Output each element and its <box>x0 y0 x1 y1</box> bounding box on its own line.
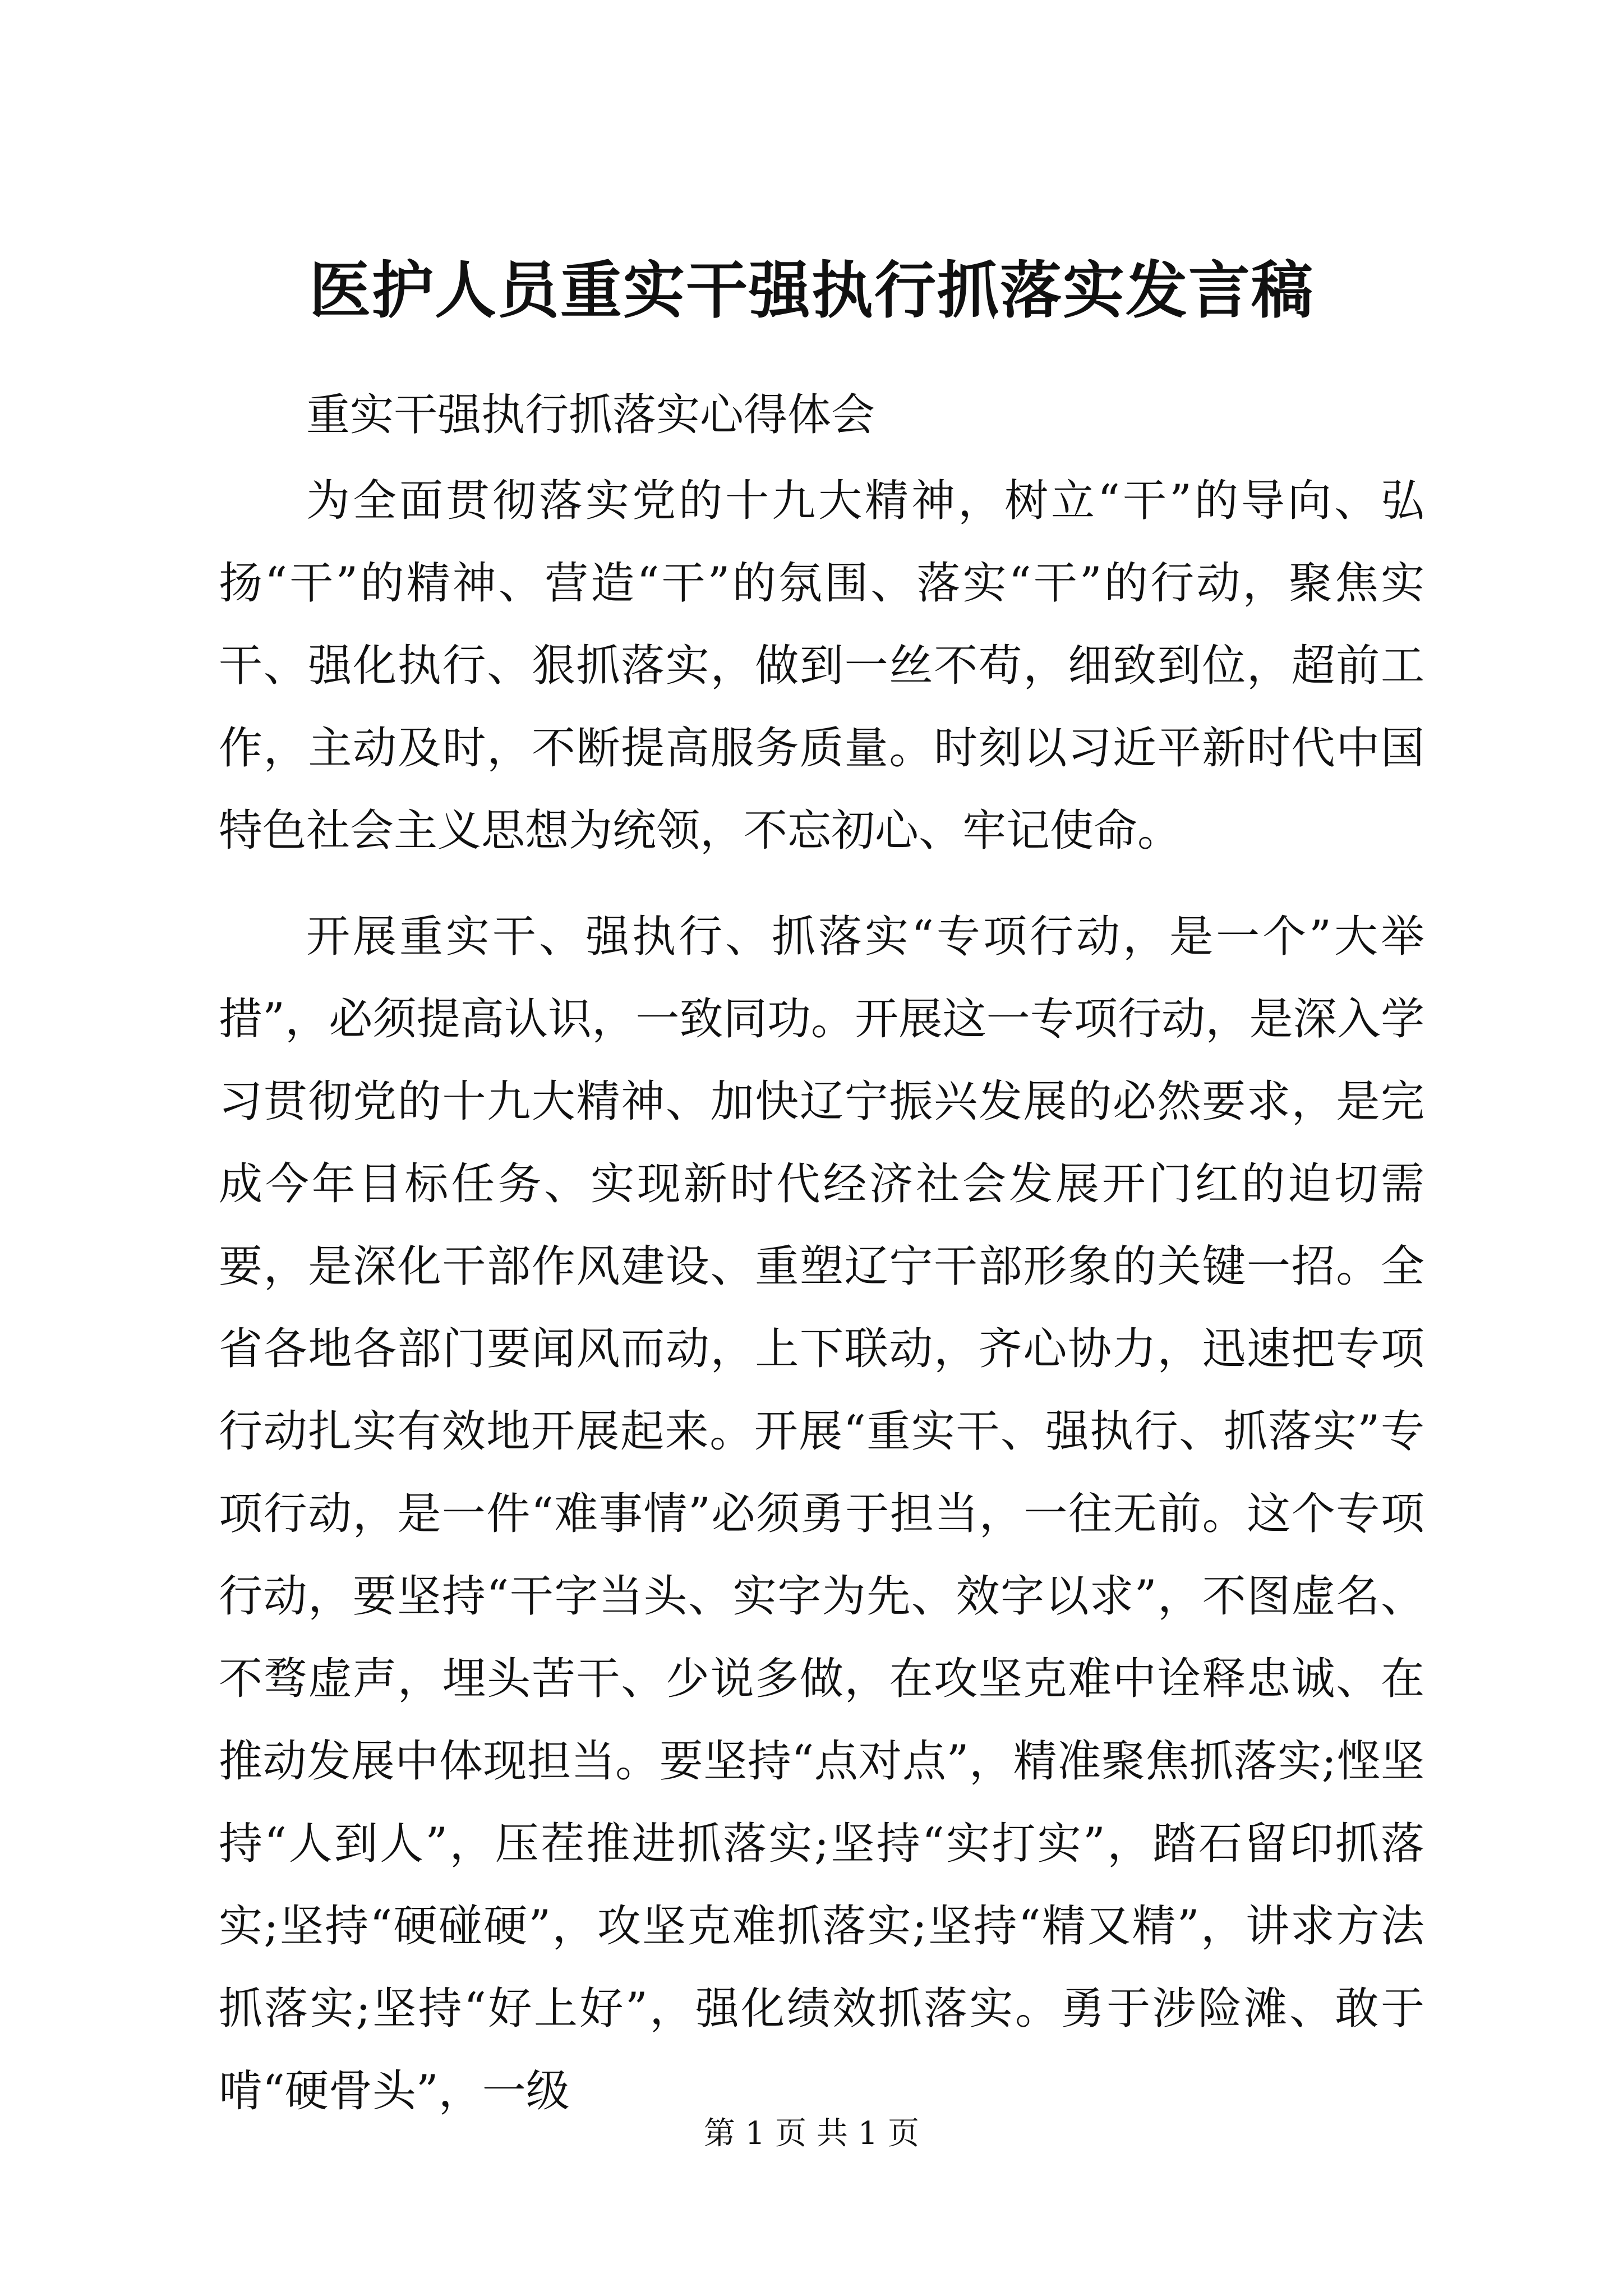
body-paragraph: 开展重实干、强执行、抓落实“专项行动，是一个”大举措”，必须提高认识，一致同功。开展这一专项行动，是深入学习贯彻党的十九大精神、加快辽宁振兴发展的必然要求，是完成今年目标任务、实现新时代经济社会发展开门红的迫切需要，是深化干部作风建设、重塑辽宁干部形象的关键一招。全省各地各部门要闻风而动，上下联动，齐心协力，迅速把专项行动扎实有效地开展起来。开展“重实干、强执行、抓落实”专项行动，是一件“难事情”必须勇于担当，一往无前。这个专项行动，要坚持“干字当头、实字为先、效字以求”，不图虚名、不骛虚声，埋头苦干、少说多做，在攻坚克难中诠释忠诚、在推动发展中体现担当。要坚持“点对点”，精准聚焦抓落实;悭坚持“人到人”，压茬推进抓落实;坚持“实打实”，踏石留印抓落实;坚持“硬碰硬”，攻坚克难抓落实;坚持“精又精”，讲求方法抓落实;坚持“好上好”，强化绩效抓落实。勇于涉险滩、敢于啃“硬骨头”，一级 <box>219 912 1424 2116</box>
body-paragraph: 为全面贯彻落实党的十九大精神，树立“干”的导向、弘扬“干”的精神、营造“干”的氛围、落实“干”的行动，聚焦实干、强化执行、狠抓落实，做到一丝不苟，细致到位，超前工作，主动及时，不断提高服务质量。时刻以习近平新时代中国特色社会主义思想为统领，不忘初心、牢记使命。 <box>219 476 1424 856</box>
document-title: 医护人员重实干强执行抓落实发言稿 <box>309 254 1314 326</box>
page-footer: 第 1 页 共 1 页 <box>703 2115 920 2152</box>
document-subtitle: 重实干强执行抓落实心得体会 <box>306 390 875 440</box>
document-body <box>219 460 1424 2133</box>
